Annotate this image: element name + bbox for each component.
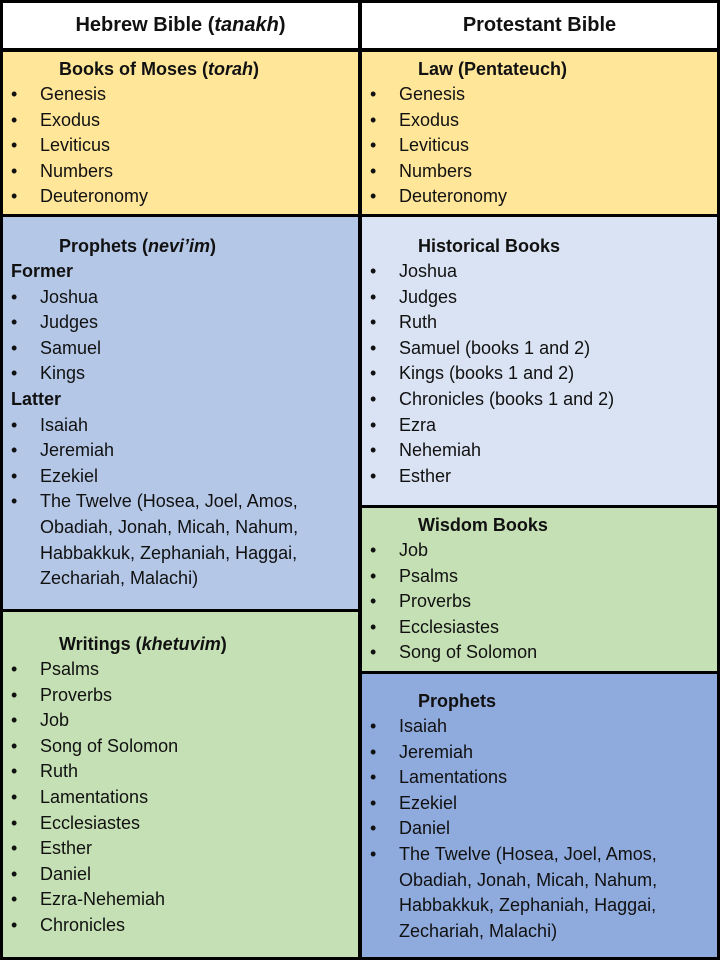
list-item: • Exodus (3, 108, 358, 134)
law-section (362, 52, 717, 214)
list-item: • Daniel (362, 816, 717, 842)
wisdom-list (362, 538, 717, 666)
list-item: • Samuel (3, 336, 358, 362)
list-item: • Song of Solomon (3, 734, 358, 760)
list-item: • Judges (362, 285, 717, 311)
list-item: • Deuteronomy (3, 184, 358, 210)
list-item: • Esther (362, 464, 717, 490)
list-item: • Jeremiah (3, 438, 358, 464)
list-item: • Ezra (362, 413, 717, 439)
list-item: • Job (362, 538, 717, 564)
torah-section (3, 52, 358, 214)
torah-title (3, 57, 358, 82)
former-list (3, 285, 358, 387)
neviim-title-italic: nevi’im (148, 236, 211, 256)
ketuvim-list (3, 657, 358, 939)
list-item: • Kings (books 1 and 2) (362, 361, 717, 387)
wisdom-section (362, 508, 717, 671)
protestant-bible-column (360, 0, 720, 960)
law-list (362, 82, 717, 210)
list-item: • Leviticus (362, 133, 717, 159)
former-label: Former (11, 261, 74, 281)
list-item: • Ezekiel (362, 791, 717, 817)
list-item: • Proverbs (3, 683, 358, 709)
hebrew-bible-header (3, 3, 358, 48)
list-item: • Ruth (3, 759, 358, 785)
latter-list (3, 413, 358, 592)
prophets-section (362, 674, 717, 957)
list-item: • Proverbs (362, 589, 717, 615)
neviim-section (3, 217, 358, 609)
list-item: • Leviticus (3, 133, 358, 159)
list-item: • Lamentations (362, 765, 717, 791)
list-item: • Song of Solomon (362, 640, 717, 666)
list-item: • Numbers (362, 159, 717, 185)
hebrew-header-prefix: Hebrew Bible ( (75, 14, 215, 36)
law-title: Law (Pentateuch) (418, 59, 568, 79)
ketuvim-title-prefix: Writings ( (59, 634, 142, 654)
ketuvim-section (3, 612, 358, 957)
list-item: • Deuteronomy (362, 184, 717, 210)
latter-label: Latter (11, 388, 62, 409)
neviim-title (3, 234, 358, 259)
list-item: • Joshua (3, 285, 358, 311)
list-item: • Ecclesiastes (3, 811, 358, 837)
historical-title: Historical Books (418, 236, 561, 256)
list-item: • Exodus (362, 108, 717, 134)
list-item: • Genesis (362, 82, 717, 108)
neviim-title-suffix: ) (210, 236, 217, 256)
list-item: • Isaiah (362, 714, 717, 740)
list-item: • Kings (3, 361, 358, 387)
hebrew-header-italic: tanakh (214, 14, 279, 36)
list-item: • Chronicles (books 1 and 2) (362, 387, 717, 413)
list-item: • Genesis (3, 82, 358, 108)
list-item: • Judges (3, 310, 358, 336)
torah-title-italic: torah (208, 59, 254, 79)
list-item: • Ezra-Nehemiah (3, 887, 358, 913)
torah-title-prefix: Books of Moses ( (59, 59, 209, 79)
ketuvim-title (3, 632, 358, 657)
list-item: • Psalms (362, 564, 717, 590)
ketuvim-title-italic: khetuvim (141, 634, 221, 654)
list-item: • Esther (3, 836, 358, 862)
list-item: • Ruth (362, 310, 717, 336)
list-item: • Isaiah (3, 413, 358, 439)
wisdom-title: Wisdom Books (418, 515, 548, 535)
list-item: • Jeremiah (362, 740, 717, 766)
ketuvim-title-suffix: ) (220, 634, 227, 654)
protestant-bible-header: Protestant Bible (362, 3, 717, 48)
list-item: • Nehemiah (362, 438, 717, 464)
list-item: • Numbers (3, 159, 358, 185)
list-item: • Samuel (books 1 and 2) (362, 336, 717, 362)
list-item: • Ezekiel (3, 464, 358, 490)
historical-section (362, 217, 717, 505)
list-item: • The Twelve (Hosea, Joel, Amos, Obadiah, Jonah, Micah, Nahum, Habbakkuk, Zephaniah, Haggai, Zechariah, Malachi) (362, 842, 717, 944)
list-item: • Ecclesiastes (362, 615, 717, 641)
prophets-list (362, 714, 717, 944)
list-item: • Daniel (3, 862, 358, 888)
list-item: • Lamentations (3, 785, 358, 811)
prophets-title: Prophets (418, 691, 497, 711)
list-item: • Psalms (3, 657, 358, 683)
list-item: • Joshua (362, 259, 717, 285)
historical-list (362, 259, 717, 489)
list-item: • Chronicles (3, 913, 358, 939)
torah-title-suffix: ) (253, 59, 260, 79)
list-item: • Job (3, 708, 358, 734)
list-item: • The Twelve (Hosea, Joel, Amos, Obadiah, Jonah, Micah, Nahum, Habbakkuk, Zephaniah, Haggai, Zechariah, Malachi) (3, 489, 358, 591)
neviim-title-prefix: Prophets ( (59, 236, 149, 256)
hebrew-header-suffix: ) (278, 14, 286, 36)
torah-list (3, 82, 358, 210)
